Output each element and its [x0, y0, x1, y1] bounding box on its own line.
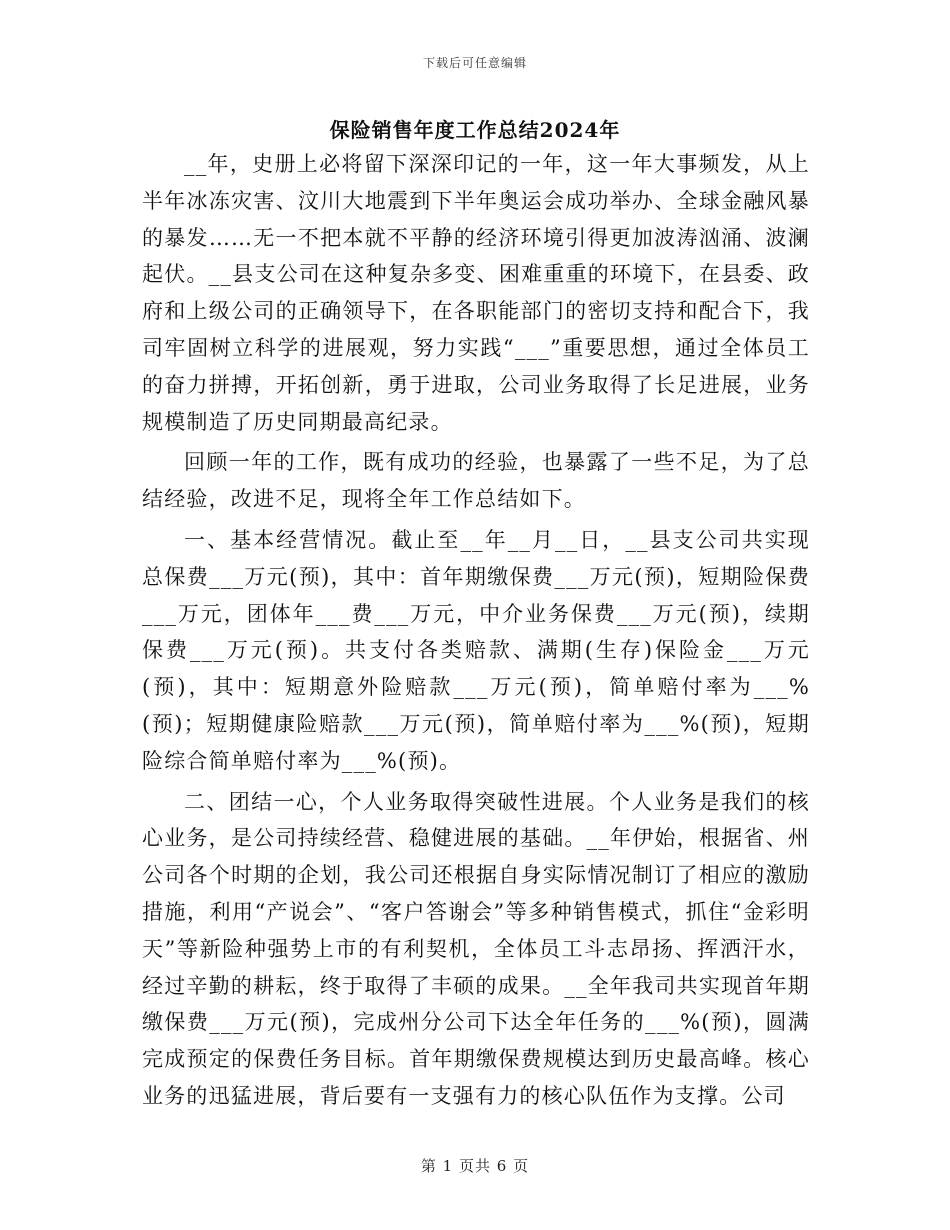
page-number: 第 1 页共 6 页 [420, 1157, 530, 1175]
paragraph-section-one: 一、基本经营情况。截止至__年__月__日，__县支公司共实现总保费___万元(预)，其中：首年期缴保费___万元(预)，短期险保费___万元，团体年___费___万元，中介业务保费___万元(预)，续期保费___万元(预)。共支付各类赔款、满期(生存)保险金___万元(预)，其中：短期意外险赔款___万元(预)，简单赔付率为___%(预)；短期健康险赔款___万元(预)，简单赔付率为___%(预)，短期险综合简单赔付率为___%(预)。 [142, 527, 810, 773]
document-title: 保险销售年度工作总结2024年 [329, 118, 621, 142]
page-header-note: 下载后可任意编辑 [422, 56, 527, 70]
paragraph-section-two: 二、团结一心，个人业务取得突破性进展。个人业务是我们的核心业务，是公司持续经营、稳健进展的基础。__年伊始，根据省、州公司各个时期的企划，我公司还根据自身实际情况制订了相应的激励措施，利用“产说会”、“客户答谢会”等多种销售模式，抓住“金彩明天”等新险种强势上市的有利契机，全体员工斗志昂扬、挥洒汗水，经过辛勤的耕耘，终于取得了丰硕的成果。__全年我司共实现首年期缴保费___万元(预)，完成州分公司下达全年任务的___%(预)，圆满完成预定的保费任务目标。首年期缴保费规模达到历史最高峰。核心业务的迅猛进展，背后要有一支强有力的核心队伍作为支撑。公司 [142, 789, 810, 1108]
paragraph-intro: __年，史册上必将留下深深印记的一年，这一年大事频发，从上半年冰冻灾害、汶川大地震到下半年奥运会成功举办、全球金融风暴的暴发……无一不把本就不平静的经济环境引得更加波涛汹涌、波澜起伏。__县支公司在这种复杂多变、困难重重的环境下，在县委、政府和上级公司的正确领导下，在各职能部门的密切支持和配合下，我司牢固树立科学的进展观，努力实践“___”重要思想，通过全体员工的奋力拼搏，开拓创新，勇于进取，公司业务取得了长足进展，业务规模制造了历史同期最高纪录。 [142, 152, 810, 434]
paragraph-review: 回顾一年的工作，既有成功的经验，也暴露了一些不足，为了总结经验，改进不足，现将全年工作总结如下。 [142, 450, 810, 512]
document-body [142, 146, 810, 1115]
